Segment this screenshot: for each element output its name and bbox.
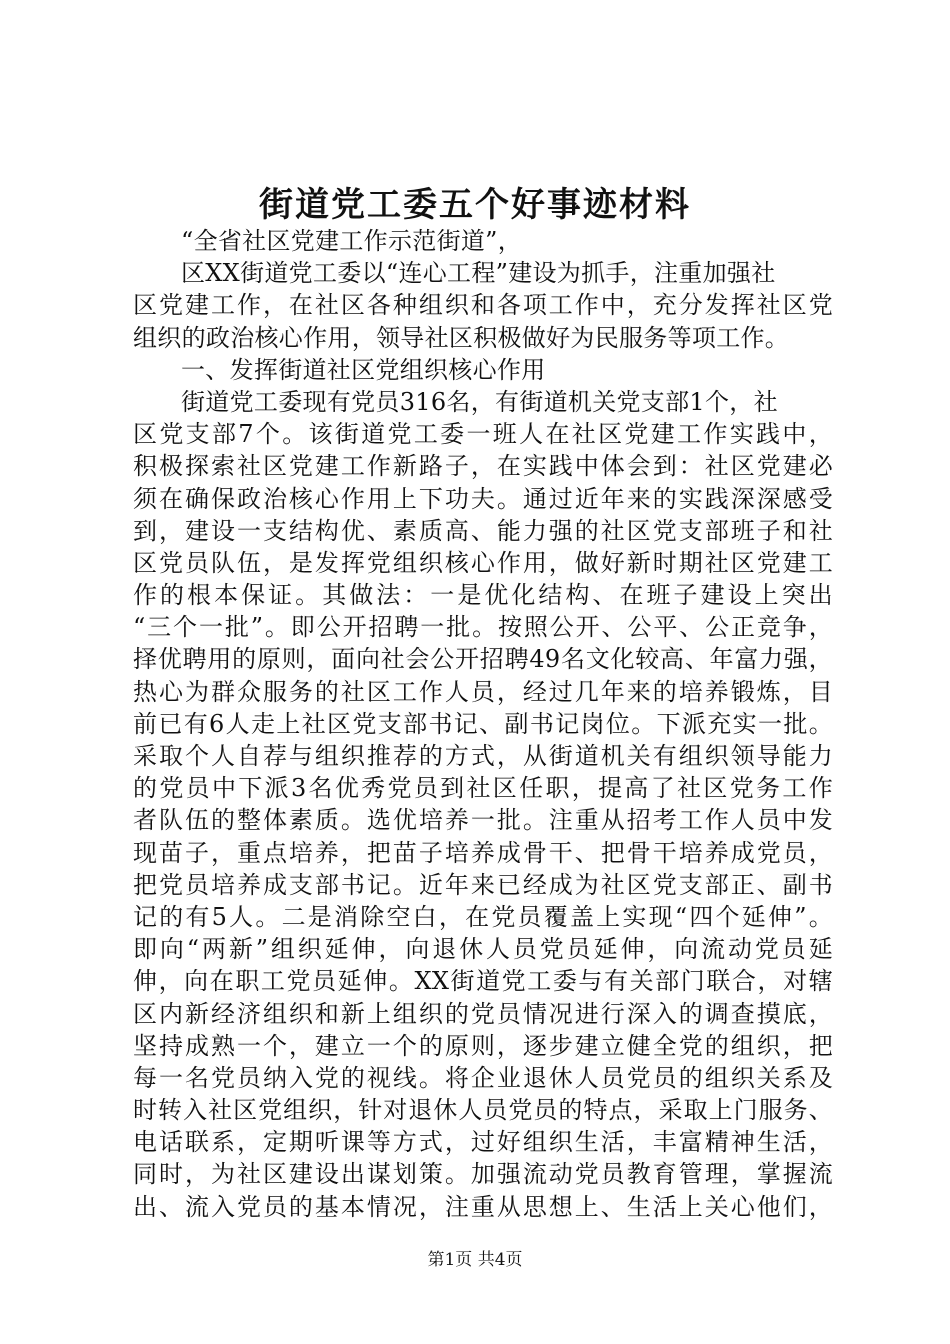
text-line: 同时，为社区建设出谋划策。加强流动党员教育管理，掌握流 [133,1160,833,1189]
section-heading: 一、发挥街道社区党组织核心作用 [181,355,546,384]
text-line: 电话联系，定期听课等方式，过好组织生活，丰富精神生活， [133,1128,833,1157]
text-line: 热心为群众服务的社区工作人员，经过几年来的培养锻炼，目 [133,677,833,706]
text-line: 区党支部7个。该街道党工委一班人在社区党建工作实践中， [133,420,833,449]
text-line: 区党员队伍，是发挥党组织核心作用，做好新时期社区党建工 [133,548,833,577]
document-body [133,225,833,1223]
text-line: 到，建设一支结构优、素质高、能力强的社区党支部班子和社 [133,516,833,545]
text-line: 组织的政治核心作用，领导社区积极做好为民服务等项工作。 [133,323,790,352]
text-line: 的党员中下派3名优秀党员到社区任职，提高了社区党务工作 [133,774,833,803]
text-line: 每一名党员纳入党的视线。将企业退休人员党员的组织关系及 [133,1063,833,1092]
text-line: 须在确保政治核心作用上下功夫。通过近年来的实践深深感受 [133,484,833,513]
text-line: 即向“两新”组织延伸，向退休人员党员延伸，向流动党员延 [133,935,833,964]
page-number-footer: 第1页 共4页 [427,1250,523,1270]
text-line: 采取个人自荐与组织推荐的方式，从街道机关有组织领导能力 [133,742,833,770]
text-line: 作的根本保证。其做法：一是优化结构、在班子建设上突出 [133,581,833,610]
text-line: 区党建工作，在社区各种组织和各项工作中，充分发挥社区党 [133,291,833,320]
text-line: 者队伍的整体素质。选优培养一批。注重从招考工作人员中发 [133,806,833,835]
text-line: 现苗子，重点培养，把苗子培养成骨干、把骨干培养成党员， [133,838,833,867]
text-line: “全省社区党建工作示范街道”， [181,227,523,255]
text-line: 出、流入党员的基本情况，注重从思想上、生活上关心他们， [133,1192,833,1221]
text-line: 把党员培养成支部书记。近年来已经成为社区党支部正、副书 [133,870,833,899]
text-line: 前已有6人走上社区党支部书记、副书记岗位。下派充实一批。 [133,709,833,738]
text-line: 择优聘用的原则，面向社会公开招聘49名文化较高、年富力强， [133,645,833,674]
text-line: 坚持成熟一个，建立一个的原则，逐步建立健全党的组织，把 [133,1031,833,1060]
document-title: 街道党工委五个好事迹材料 [259,185,691,225]
text-line: 积极探索社区党建工作新路子，在实践中体会到：社区党建必 [133,452,833,481]
text-line: “三个一批”。即公开招聘一批。按照公开、公平、公正竞争， [133,613,833,642]
text-line: 区XX街道党工委以“连心工程”建设为抓手，注重加强社 [181,259,776,288]
text-line: 区内新经济组织和新上组织的党员情况进行深入的调查摸底， [133,999,833,1028]
text-line: 时转入社区党组织，针对退休人员党员的特点，采取上门服务、 [133,1096,833,1125]
text-line: 伸，向在职工党员延伸。XX街道党工委与有关部门联合，对辖 [133,967,833,996]
text-line: 街道党工委现有党员316名，有街道机关党支部1个，社 [181,387,778,416]
text-line: 记的有5人。二是消除空白，在党员覆盖上实现“四个延伸”。 [133,902,833,931]
